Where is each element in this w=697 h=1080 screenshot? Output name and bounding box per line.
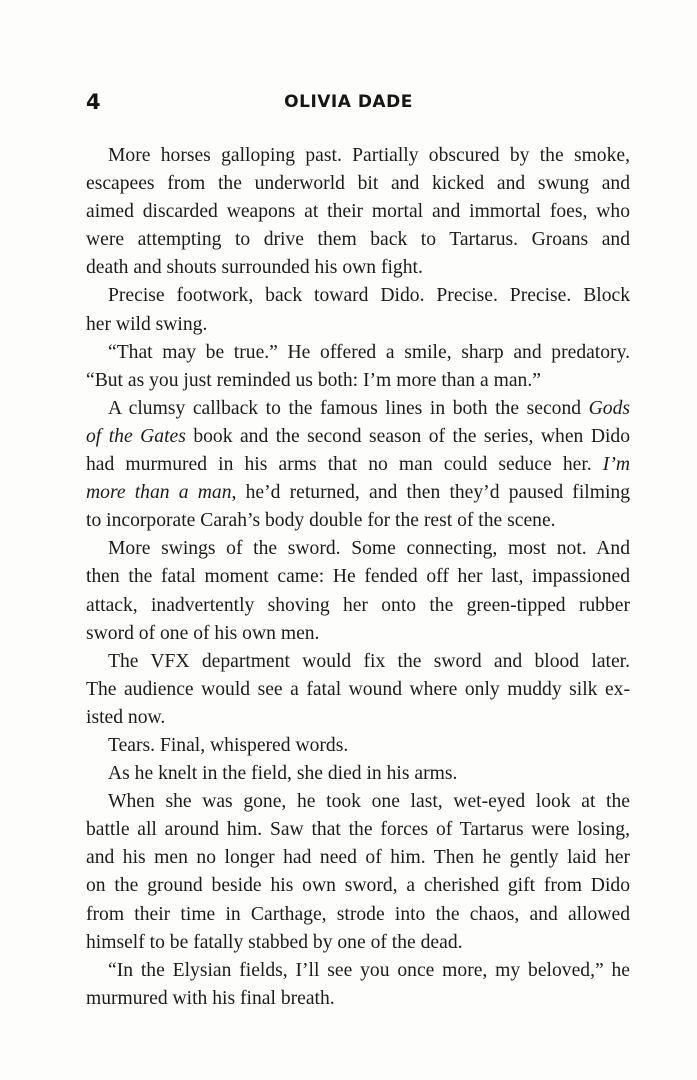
text-line: aimed discarded weapons at their mortal and immortal foes, who	[86, 201, 630, 223]
text-line: As he knelt in the field, she died in his arms.	[108, 763, 458, 785]
text-line: More horses galloping past. Partially obscured by the smoke,	[108, 145, 630, 166]
text-line: from their time in Carthage, strode into the chaos, and allowed	[86, 903, 630, 925]
text-line: “In the Elysian fields, I’ll see you once more, my beloved,” he	[108, 959, 630, 981]
text-line: of the Gates book and the second season of the series, when Dido	[86, 425, 631, 447]
text-line: attack, inadvertently shoving her onto the green-tipped rubber	[86, 594, 630, 616]
paragraph	[86, 282, 630, 338]
text-line: A clumsy callback to the famous lines in both the second Gods	[108, 397, 630, 419]
text-line: on the ground beside his own sword, a cherished gift from Dido	[86, 875, 630, 897]
text-line: were attempting to drive them back to Tartarus. Groans and	[86, 229, 630, 251]
body-text	[86, 142, 630, 1013]
text-line: and his men no longer had need of him. Then he gently laid her	[86, 847, 630, 869]
page-number: 4	[86, 90, 101, 114]
text-line: then the fatal moment came: He fended off her last, impassioned	[86, 566, 630, 588]
paragraph	[86, 732, 630, 760]
paragraph	[86, 648, 630, 732]
text-line: battle all around him. Saw that the forces of Tartarus were losing,	[86, 819, 630, 841]
paragraph	[86, 142, 630, 282]
text-line: Precise footwork, back toward Dido. Precise. Precise. Block	[108, 285, 630, 307]
text-line: More swings of the sword. Some connecting, most not. And	[108, 538, 630, 560]
text-line: When she was gone, he took one last, wet-eyed look at the	[108, 791, 630, 813]
text-line: to incorporate Carah’s body double for the rest of the scene.	[86, 510, 556, 532]
text-line: Tears. Final, whispered words.	[108, 734, 349, 756]
text-line: isted now.	[86, 706, 166, 728]
text-line: sword of one of his own men.	[86, 622, 320, 644]
paragraph	[86, 788, 630, 957]
text-line: “But as you just reminded us both: I’m more than a man.”	[86, 369, 541, 391]
text-line: had murmured in his arms that no man could seduce her. I’m	[86, 454, 630, 476]
text-line: himself to be fatally stabbed by one of the dead.	[86, 931, 463, 953]
text-line: “That may be true.” He offered a smile, sharp and predatory.	[108, 341, 630, 363]
text-line: more than a man, he’d returned, and then they’d paused filming	[86, 482, 631, 504]
text-line: The VFX department would fix the sword and blood later.	[108, 650, 630, 672]
paragraph	[86, 535, 630, 647]
paragraph	[86, 760, 630, 788]
paragraph	[86, 395, 630, 535]
paragraph	[86, 339, 630, 395]
text-line: escapees from the underworld bit and kicked and swung and	[86, 173, 630, 195]
text-line: The audience would see a fatal wound where only muddy silk ex-	[86, 678, 630, 700]
text-line: murmured with his final breath.	[86, 987, 335, 1009]
paragraph	[86, 957, 630, 1013]
text-line: her wild swing.	[86, 313, 208, 335]
running-head: OLIVIA DADE	[284, 92, 413, 112]
text-line: death and shouts surrounded his own fight.	[86, 257, 423, 279]
